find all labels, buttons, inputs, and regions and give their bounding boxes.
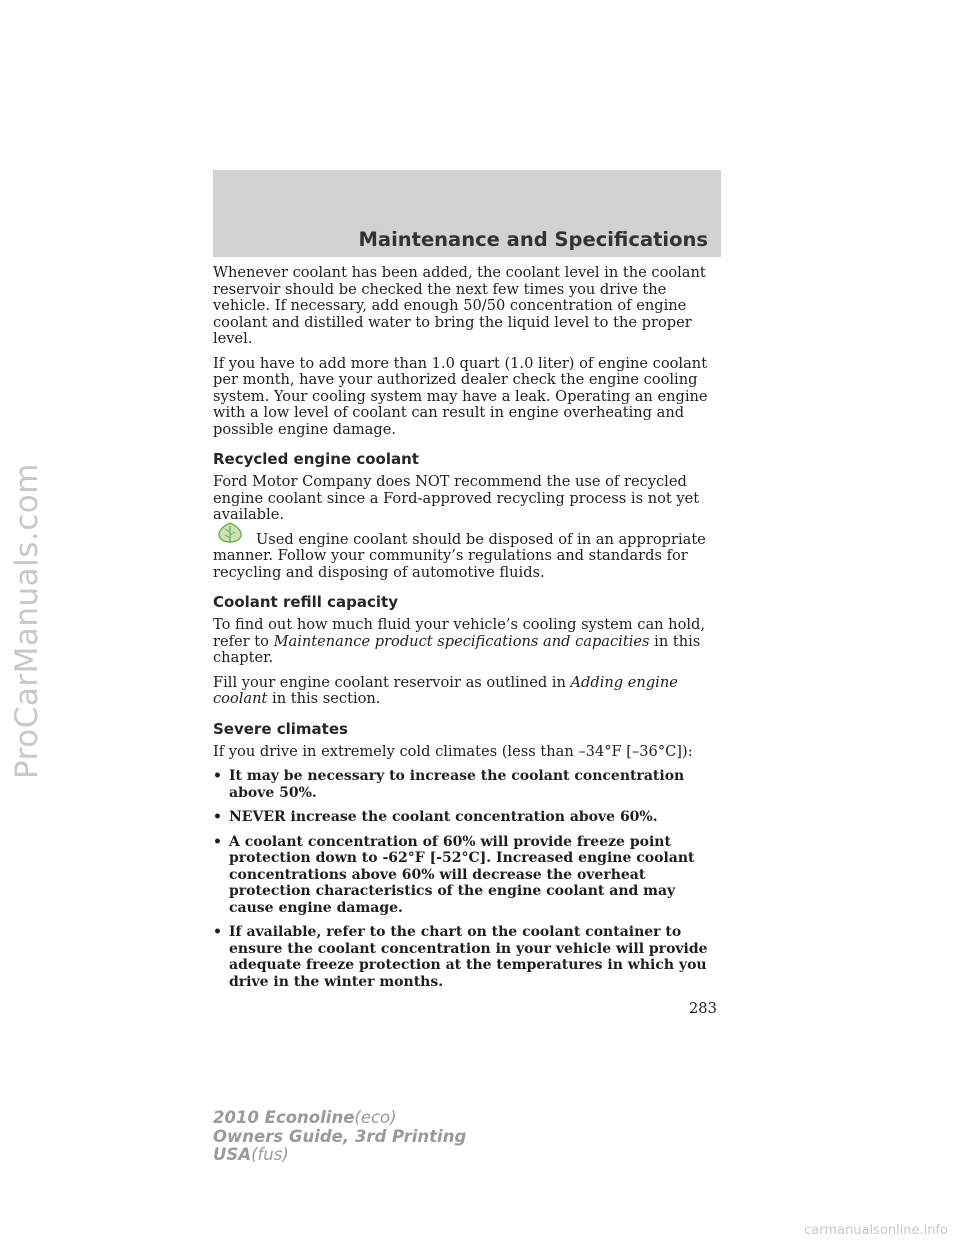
page-content xyxy=(213,265,721,998)
list-item-text: If available, refer to the chart on the coolant container to ensure the coolant concentration in your vehicle will provide adequate freeze protection at the temperatures in which you drive in the winter months. xyxy=(229,924,708,990)
bullet: • xyxy=(213,809,222,825)
side-watermark-text: ProCarManuals.com xyxy=(9,463,45,779)
leaf-icon xyxy=(215,522,245,544)
footer-market: USA xyxy=(213,1145,252,1164)
footer-model-code: (eco) xyxy=(354,1108,397,1127)
footer-market-code: (fus) xyxy=(251,1145,289,1164)
paragraph-dispose-coolant: Used engine coolant should be disposed of in an appropriate manner. Follow your community’s regulations and standards for recycling and disposing of automotive fluids. xyxy=(213,530,706,581)
list-item-text: NEVER increase the coolant concentration above 60%. xyxy=(229,809,658,825)
list-item xyxy=(213,768,721,801)
text-segment: in this chapter. xyxy=(213,632,701,666)
section-title: Maintenance and Specifications xyxy=(358,228,708,251)
list-item-text: It may be necessary to increase the coolant concentration above 50%. xyxy=(229,768,685,801)
side-watermark xyxy=(4,0,50,1242)
list-item xyxy=(213,834,721,917)
paragraph-coolant-leak: If you have to add more than 1.0 quart (1.0 liter) of engine coolant per month, have your authorized dealer check the engine cooling system. Your cooling system may have a leak. Operating an engine with a low level of coolant can result in engine overheating and possible engine damage. xyxy=(213,354,708,438)
list-item xyxy=(213,809,721,826)
bullet: • xyxy=(213,924,222,940)
footer-model: 2010 Econoline xyxy=(213,1108,355,1127)
bullet: • xyxy=(213,768,222,784)
footer-line-market xyxy=(213,1146,466,1165)
severe-climate-list xyxy=(213,768,721,990)
page-number: 283 xyxy=(689,1000,717,1017)
cross-reference-capacities: Maintenance product specifications and capacities xyxy=(273,632,650,650)
text-segment: in this section. xyxy=(272,690,381,707)
document-footer xyxy=(213,1109,466,1165)
heading-recycled-coolant: Recycled engine coolant xyxy=(213,450,419,468)
heading-severe-climates: Severe climates xyxy=(213,719,348,738)
text-segment: To find out how much fluid your vehicle’s cooling system can hold, refer to xyxy=(213,616,706,650)
paragraph-cold-climates: If you drive in extremely cold climates (less than –34°F [–36°C]): xyxy=(213,742,693,760)
section-header xyxy=(213,170,721,257)
text-segment: Fill your engine coolant reservoir as outlined in xyxy=(213,673,566,691)
footer-line-model xyxy=(213,1109,466,1128)
paragraph-fill-reservoir xyxy=(213,675,721,708)
bullet: • xyxy=(213,833,222,850)
heading-refill-capacity: Coolant refill capacity xyxy=(213,593,399,611)
list-item xyxy=(213,924,721,990)
cross-reference-adding-coolant: Adding engine coolant xyxy=(213,673,678,707)
list-item-text: A coolant concentration of 60% will provide freeze point protection down to -62°F [-52°C]. Increased engine coolant concentrations above 60% will decrease the overheat protection characteristics of the engine coolant and may cause engine damage. xyxy=(229,833,695,916)
bottom-watermark: carmanualsonline.info xyxy=(804,1223,948,1238)
paragraph-coolant-added: Whenever coolant has been added, the coolant level in the coolant reservoir should be checked the next few times you drive the vehicle. If necessary, add enough 50/50 concentration of engine coolant and distilled water to bring the liquid level to the proper level. xyxy=(213,264,706,347)
paragraph-refill-capacity xyxy=(213,617,721,667)
paragraph-recycled-coolant: Ford Motor Company does NOT recommend the use of recycled engine coolant since a Ford-approved recycling process is not yet available. xyxy=(213,473,700,523)
environment-note xyxy=(213,532,721,582)
footer-line-printing: Owners Guide, 3rd Printing xyxy=(213,1126,467,1146)
